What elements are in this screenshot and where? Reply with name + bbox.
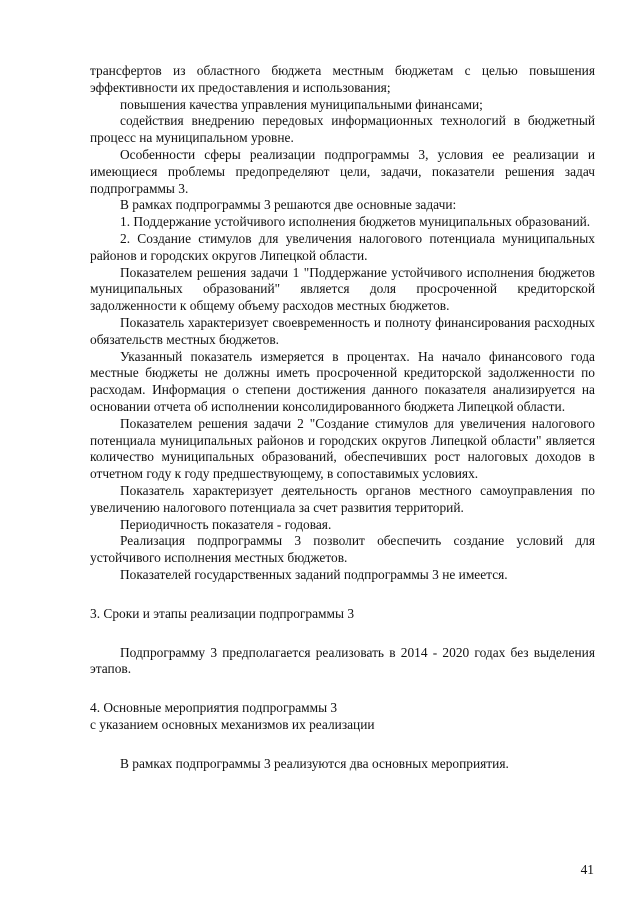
paragraph-indicator-1-measure: Указанный показатель измеряется в процентах. На начало финансового года местные бюджеты не должны иметь просроченной кредиторской задолженности по расходам. Информация о степени достижения данного показателя анализируется на основании отчета об исполнении консолидированного бюджета Липецкой области. [90,348,595,414]
page-body [90,63,595,772]
paragraph-tasks-intro: В рамках подпрограммы 3 решаются две основные задачи: [120,197,457,213]
section-4-text: В рамках подпрограммы 3 реализуются два основных мероприятия. [120,755,509,771]
paragraph-indicator-1: Показателем решения задачи 1 "Поддержание устойчивого исполнения бюджетов муниципальных образований" является доля просроченной кредиторской задолженности к общему объему расходов местных бюджетов. [90,264,595,314]
paragraph-task-2: 2. Создание стимулов для увеличения налогового потенциала муниципальных районов и городских округов Липецкой области. [90,230,595,263]
section-4-heading-line-1: 4. Основные мероприятия подпрограммы 3 [90,700,338,716]
paragraph-indicator-1-characterizes: Показатель характеризует своевременность и полноту финансирования расходных обязательств местных бюджетов. [90,314,595,347]
section-3-heading: 3. Сроки и этапы реализации подпрограммы 3 [90,605,355,621]
paragraph-periodicity: Периодичность показателя - годовая. [120,516,332,532]
paragraph-implementation: Реализация подпрограммы 3 позволит обеспечить создание условий для устойчивого исполнения местных бюджетов. [90,533,595,566]
paragraph-state-tasks: Показателей государственных заданий подпрограммы 3 не имеется. [120,566,508,582]
paragraph-it: содействия внедрению передовых информационных технологий в бюджетный процесс на муниципальном уровне. [90,113,595,146]
paragraph-transfers: трансфертов из областного бюджета местным бюджетам с целью повышения эффективности их предоставления и использования; [90,63,595,95]
section-4-heading-line-2: с указанием основных механизмов их реализации [90,716,375,732]
paragraph-indicator-2: Показателем решения задачи 2 "Создание стимулов для увеличения налогового потенциала муниципальных районов и городских округов Липецкой области" является количество муниципальных образований, обеспечивших рост налоговых доходов в отчетном году к году предшествующему, в сопоставимых условиях. [90,415,595,482]
page-number: 41 [580,862,594,877]
paragraph-quality: повышения качества управления муниципальными финансами; [120,96,483,112]
section-3-text: Подпрограмму 3 предполагается реализовать в 2014 - 2020 годах без выделения этапов. [90,644,595,677]
paragraph-indicator-2-characterizes: Показатель характеризует деятельность органов местного самоуправления по увеличению налогового потенциала за счет развития территорий. [90,482,595,515]
paragraph-task-1: 1. Поддержание устойчивого исполнения бюджетов муниципальных образований. [120,214,591,230]
paragraph-features: Особенности сферы реализации подпрограммы 3, условия ее реализации и имеющиеся проблемы предопределяют цели, задачи, показатели решения задач подпрограммы 3. [90,146,595,196]
